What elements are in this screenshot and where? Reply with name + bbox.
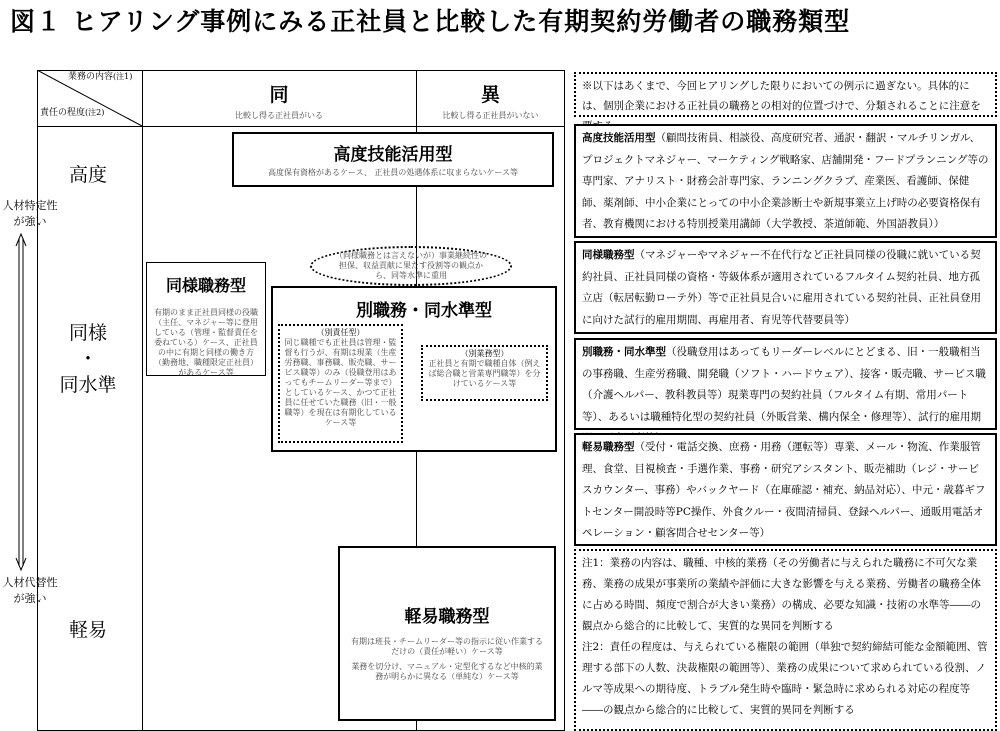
job-type-title: （別業務型） bbox=[460, 349, 509, 358]
responsibility-label: 責任の程度 bbox=[40, 108, 86, 118]
axis-top-label: 人材特定性 が強い bbox=[2, 199, 58, 228]
type-same-desc: 有期のまま正社員同様の役職（主任、マネジャー等に登用している（管理・監督責任を委ねている）ケース、正社員の中に有期と同様の働き方（勤務地、職種限定正社員）があるケース等 bbox=[154, 308, 258, 377]
advanced-panel-text: （顧問技術員、相談役、高度研究者、通訳・翻訳・マルチリンガル、プロジェクトマネジャー、マーケティング戦略家、店舗開発・フードプランニング等の専門家、アナリスト・財務会計専門家、ランニングクラブ、産業医、看護師、保健師、薬剤師、中小企業にとっての中小企業診断士や新規事業立上げ時の必要資格保有者、教育機関における特別授業用講師（大学教授、茶道師範、外国語教員）） bbox=[582, 132, 989, 230]
type-advanced-label: 高度技能活用型 bbox=[333, 145, 453, 165]
double-arrow-icon bbox=[14, 232, 28, 572]
header-divider bbox=[37, 126, 565, 127]
note1-ref: (注1) bbox=[113, 72, 133, 81]
type-same-label: 同様職務型 bbox=[165, 276, 246, 295]
row-label-high: 高度 bbox=[68, 164, 107, 186]
column-same-header: 同 bbox=[269, 84, 289, 106]
resp-type-desc: 同じ職種でも正社員は管理・監督も行うが、有期は現業（生産労務職、事務職、販売職、サービス職等）のみ（役職登用はあってもチームリーダー等まで）としているケース、かつて正社員に任せていた職務（旧・一般職等）を現在は有期化しているケース等 bbox=[284, 338, 397, 427]
disclaimer-panel bbox=[574, 72, 997, 117]
light-panel-text: （受付・電話交換、庶務・用務（運転等）専業、メール・物流、作業服管理、食堂、目視検査・手選作業、事務・研究アシスタント、販売補助（レジ・サービスカウンター、事務）やバックヤード（在庫確認・補充、納品対応）、中元・歳暮ギフトセンター開設時等PC操作、外食クルー・夜間清掃員、登録ヘルパー、通販用電話オペレーション・顧客問合せセンター等） bbox=[582, 441, 986, 539]
type-light-desc1: 有期は班長・チームリーダー等の指示に従い作業するだけの（責任が軽い）ケース等 bbox=[351, 637, 543, 656]
column-divider-left bbox=[142, 126, 143, 731]
row-label-light: 軽易 bbox=[68, 619, 107, 641]
disclaimer-text: ※以下はあくまで、今回ヒアリングした限りにおいての例示に過ぎない。具体的には、個別企業における正社員の職務との相対的位置づけで、分類されることに注意を bbox=[582, 80, 981, 112]
job-type-desc: 正社員と有期で職種自体（例えば総合職と営業専門職等）を分けているケース等 bbox=[428, 359, 541, 388]
job-content-label: 業務の内容 bbox=[68, 72, 114, 82]
separate-panel-text: （役職登用はあってもリーダーレベルにとどまる、旧・一般職相当の事務職、生産労務職、開発職（ソフト・ハードウェア）、接客・販売職、サービス職（介護ヘルパー、教科教員等）現業専門の契約社員（フルタイム有期、常用パート等）、あるいは職種特化型の契約社員（外販営業、構内保全・修理等）、試行的雇用期 bbox=[582, 346, 986, 423]
advanced-panel-title: 高度技能活用型 bbox=[582, 132, 656, 144]
column-diff-sub: 比較し得る正社員がいない bbox=[442, 111, 539, 120]
separate-panel-title: 別職務・同水準型 bbox=[582, 346, 666, 358]
advanced-panel bbox=[574, 124, 997, 238]
type-same-box bbox=[146, 262, 266, 376]
axis-bottom-label: 人材代替性 が強い bbox=[2, 576, 58, 605]
resp-type-title: （別責任型） bbox=[316, 328, 365, 337]
oval-note bbox=[310, 246, 512, 286]
row-label-same: 同様 bbox=[68, 322, 107, 344]
type-separate-label: 別職務・同水準型 bbox=[356, 301, 492, 321]
column-same-sub: 比較し得る正社員がいる bbox=[235, 111, 323, 120]
type-light-desc2: 業務を切分け、マニュアル・定型化するなど中核的業務が明らかに異なる（単純な）ケース等 bbox=[351, 662, 543, 681]
note1-text: 注1：業務の内容は、職種、中核的業務（その労働者に与えられた職務に不可欠な業務、業務の成果が事業所の業績や評価に大きな影響を与える業務、労働者の職務全体に占める時間、頻度で割合が大きい業務）の構成、必要な知識・技術の水準等――の観点から総合的に比較して、実質的な異同を判断する bbox=[582, 557, 981, 632]
type-light-box bbox=[338, 546, 556, 721]
resp-type-box bbox=[278, 324, 403, 443]
light-panel-title: 軽易職務型 bbox=[582, 441, 635, 453]
type-advanced-box bbox=[232, 132, 554, 187]
note2-ref: (注2) bbox=[85, 108, 105, 117]
notes-panel bbox=[574, 549, 997, 731]
job-type-box bbox=[421, 345, 548, 401]
row-label-level: 同水準 bbox=[59, 374, 117, 396]
oval-note-text: （同様職務とは言えないが）事業継続性の担保、収益貢献に果たす役割等の観点から、同等水準に重用 bbox=[335, 251, 487, 280]
same-panel-text: （マネジャーやマネジャー不在代行など正社員同様の役職に就いている契約社員、正社員同様の資格・等級体系が適用されているフルタイム契約社員、地方孤立店（転居転勤ローテ外）等で正社員見合いに雇用されている契約社員、正社員登用に向けた試行的雇用期間、再雇用者、育児等代替要員等） bbox=[582, 249, 981, 326]
light-panel bbox=[574, 433, 997, 546]
same-panel bbox=[574, 241, 997, 334]
separate-panel bbox=[574, 338, 997, 430]
note2-text: 注2：責任の程度は、与えられている権限の範囲（単独で契約締結可能な金額範囲、管理する部下の人数、決裁権限の範囲等）、業務の成果について求められている役割、ノルマ等成果への期待度、トラブル発生時や臨時・緊急時に求められる対応の程度等――の観点から総合的に比較して、実質的異同を判断する bbox=[582, 641, 988, 716]
same-panel-title: 同様職務型 bbox=[582, 249, 635, 261]
type-advanced-desc: 高度保有資格があるケース、 正社員の処遇体系に収まらないケース等 bbox=[268, 168, 518, 177]
column-diff-header: 異 bbox=[480, 84, 500, 106]
figure-title: 図１ ヒアリング事例にみる正社員と比較した有期契約労働者の職務類型 bbox=[10, 7, 851, 36]
row-label-dot: ・ bbox=[78, 348, 98, 370]
type-light-label: 軽易職務型 bbox=[404, 607, 490, 627]
